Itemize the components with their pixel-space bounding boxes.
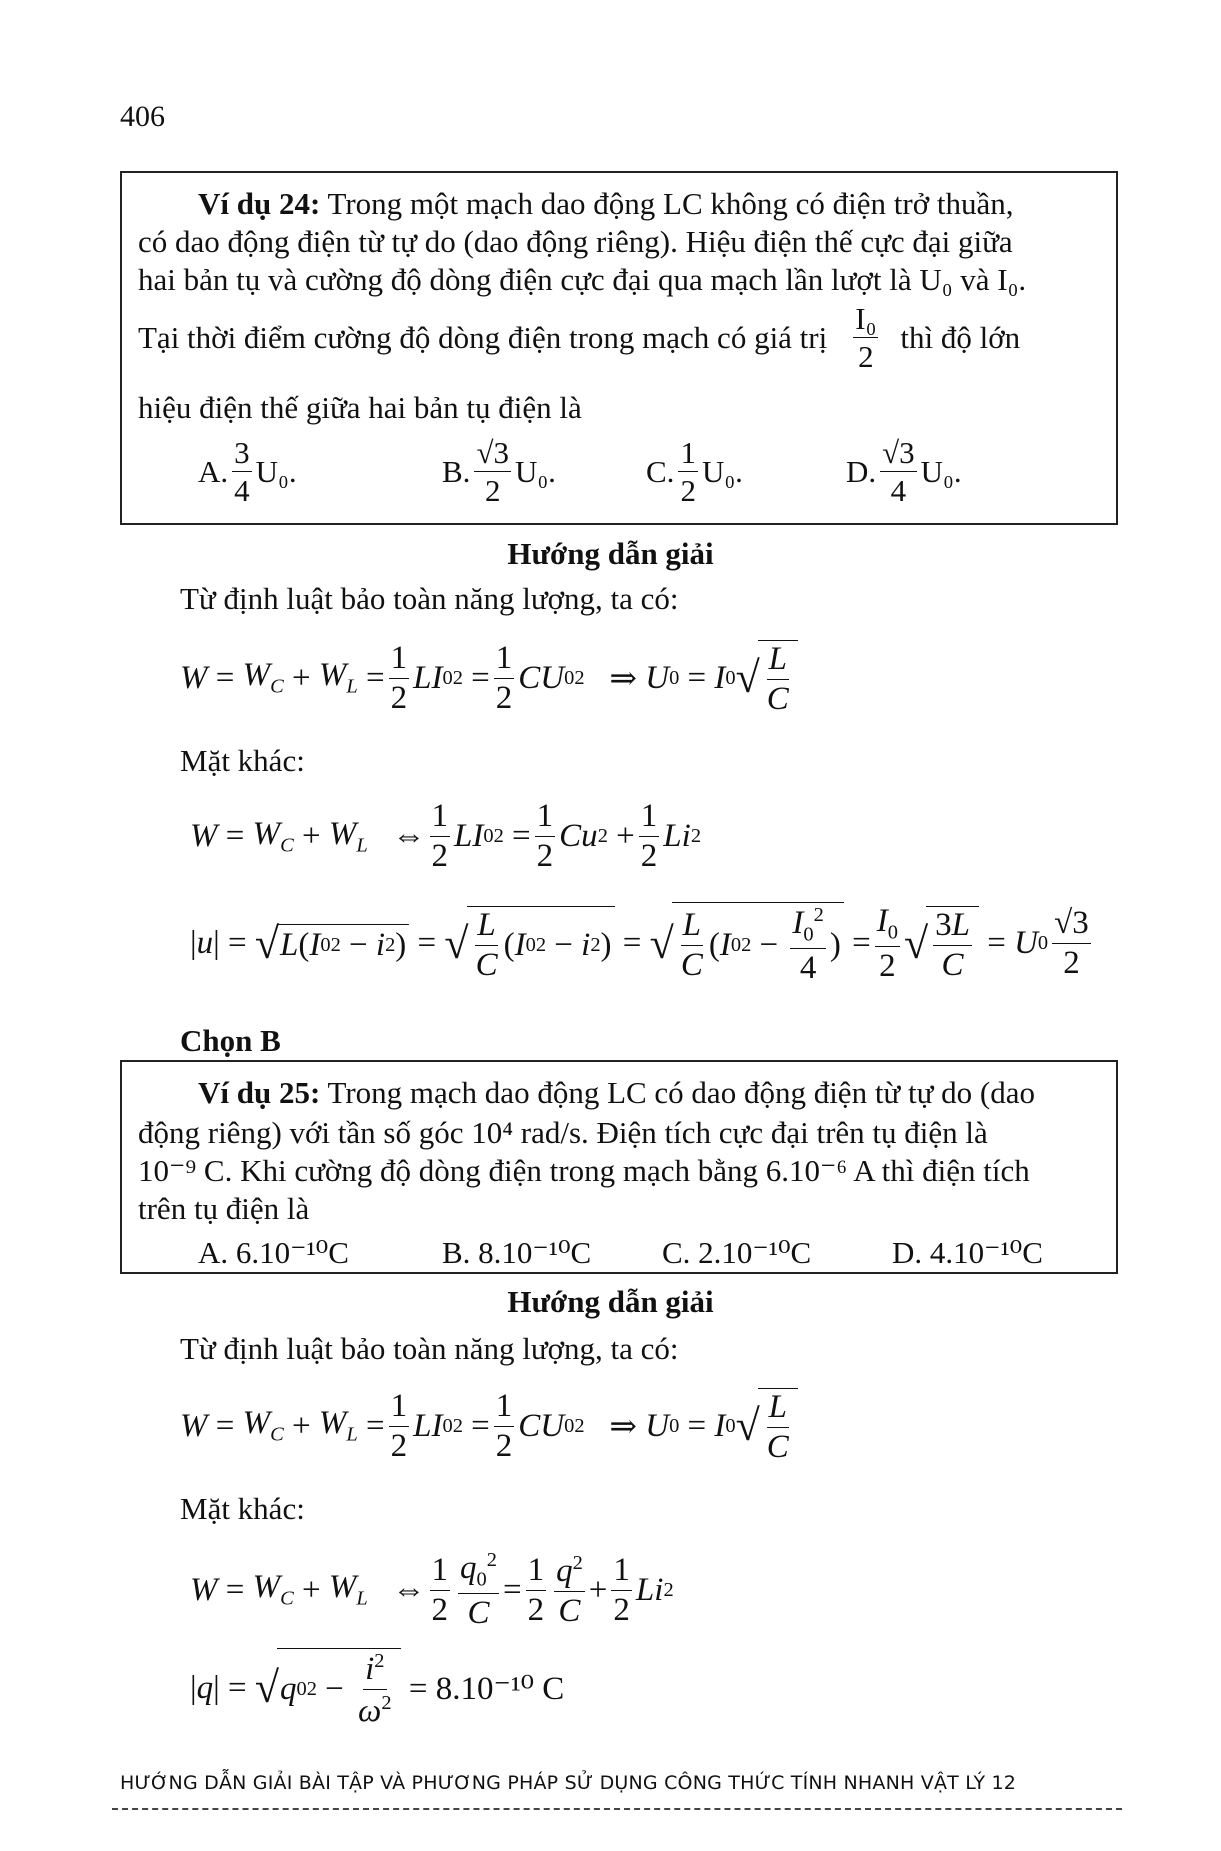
choice-c-25[interactable]: C. 2.10⁻¹⁰C: [662, 1235, 812, 1270]
example-25-line2: động riêng) với tần số góc 10⁴ rad/s. Điện tích cực đại trên tụ điện là: [138, 1115, 988, 1150]
example-24-line4: Tại thời điểm cường độ dòng điện trong mạch có giá trị $\frac{\text{I₀}}{2}$ thì độ lớn: [138, 301, 1021, 374]
example-24-line3: hai bản tụ và cường độ dòng điện cực đại qua mạch lần lượt là U₀ và I₀.: [138, 262, 1027, 297]
example-24-line1: Ví dụ 24: Trong một mạch dao động LC không có điện trở thuần,: [198, 186, 1014, 221]
running-footer: HƯỚNG DẪN GIẢI BÀI TẬP VÀ PHƯƠNG PHÁP SỬ DỤNG CÔNG THỨC TÍNH NHANH VẬT LÝ 12: [120, 1772, 1017, 1794]
solution-25-intro: Từ định luật bảo toàn năng lượng, ta có:: [180, 1331, 679, 1366]
choice-c[interactable]: C. $\frac{1}{2}$ U₀.: [646, 435, 743, 508]
footer-dashed-rule: [112, 1808, 1122, 1810]
example-25-line1: Ví dụ 25: Trong mạch dao động LC có dao động điện từ tự do (dao: [198, 1075, 1035, 1110]
energy-balance-24: W = $W_C$ + $W_L$ ⇔ $\frac{1}{2}$ LI 0 2 = $\frac{1}{2}$ Cu 2 + $\frac{1}{2}$ Li 2: [190, 798, 702, 874]
example-25-line4: trên tụ điện là: [138, 1191, 310, 1226]
choice-a[interactable]: A. $\frac{3}{4}$ U₀.: [198, 435, 297, 508]
choice-d-25[interactable]: D. 4.10⁻¹⁰C: [892, 1235, 1043, 1270]
example-24-label: Ví dụ 24:: [198, 186, 321, 221]
energy-equation-25: W = $W_C$ + $W_L$ = $\frac{1}{2}$ LI 0 2 = $\frac{1}{2}$ CU 0 2 ⇒ U 0 = I 0 √ $\frac{L}{C}$: [180, 1388, 798, 1464]
charge-result-25: | q | = √ q 0 2 − $\frac{i^2}{\omega^2}$ = 8.10⁻¹⁰ C: [190, 1650, 565, 1729]
example-25-label: Ví dụ 25:: [198, 1075, 321, 1110]
solution-24-mat-khac: Mặt khác:: [180, 743, 305, 778]
choice-b-25[interactable]: B. 8.10⁻¹⁰C: [442, 1235, 592, 1270]
energy-equation-24: W = $W_C$ + $W_L$ = $\frac{1}{2}$ LI 0 2 = $\frac{1}{2}$ CU 0 2 ⇒ U 0 = I 0 √ $\frac{L}{C}$: [180, 640, 798, 716]
solution-25-mat-khac: Mặt khác:: [180, 1491, 305, 1526]
example-25-box: [120, 1060, 1118, 1274]
example-24-line5: hiệu điện thế giữa hai bản tụ điện là: [138, 390, 582, 425]
current-fraction: $\frac{\text{I₀}}{2}$: [855, 301, 877, 374]
page-number: 406: [120, 100, 165, 133]
choice-d[interactable]: D. $\frac{√3}{4}$ U₀.: [846, 435, 962, 508]
answer-24: Chọn B: [180, 1023, 281, 1058]
choice-a-25[interactable]: A. 6.10⁻¹⁰C: [198, 1235, 349, 1270]
choice-b[interactable]: B. $\frac{√3}{2}$ U₀.: [442, 435, 556, 508]
example-25-line3: 10⁻⁹ C. Khi cường độ dòng điện trong mạch bằng 6.10⁻⁶ A thì điện tích: [138, 1153, 1030, 1188]
solution-24-heading: Hướng dẫn giải: [507, 536, 714, 571]
solution-24-intro: Từ định luật bảo toàn năng lượng, ta có:: [180, 581, 679, 616]
example-24-line2: có dao động điện từ tự do (dao động riêng). Hiệu điện thế cực đại giữa: [138, 224, 1013, 259]
example-24-box: [120, 171, 1118, 525]
solution-25-heading: Hướng dẫn giải: [507, 1284, 714, 1319]
energy-balance-25: W = $W_C$ + $W_L$ ⇔ $\frac{1}{2}$ $\frac{q_0^2}{C}$ = $\frac{1}{2}$ $\frac{q^2}{C}$ + $\frac{1}{2}$ Li 2: [190, 1549, 674, 1632]
voltage-derivation-24: | u | = √ L ( I 0 2 − i 2 ) = √ $\frac{L}{C}$ ( I 0 2 − i 2 ) = √ $\frac{L}{C}$ ( I 0 2 − $\frac{I_0^2}{4}$ ) = $\frac{I_0}{2}$ √ $\frac{3L}{C}$ = U 0 $\frac{√3}{2}$: [190, 902, 1089, 987]
